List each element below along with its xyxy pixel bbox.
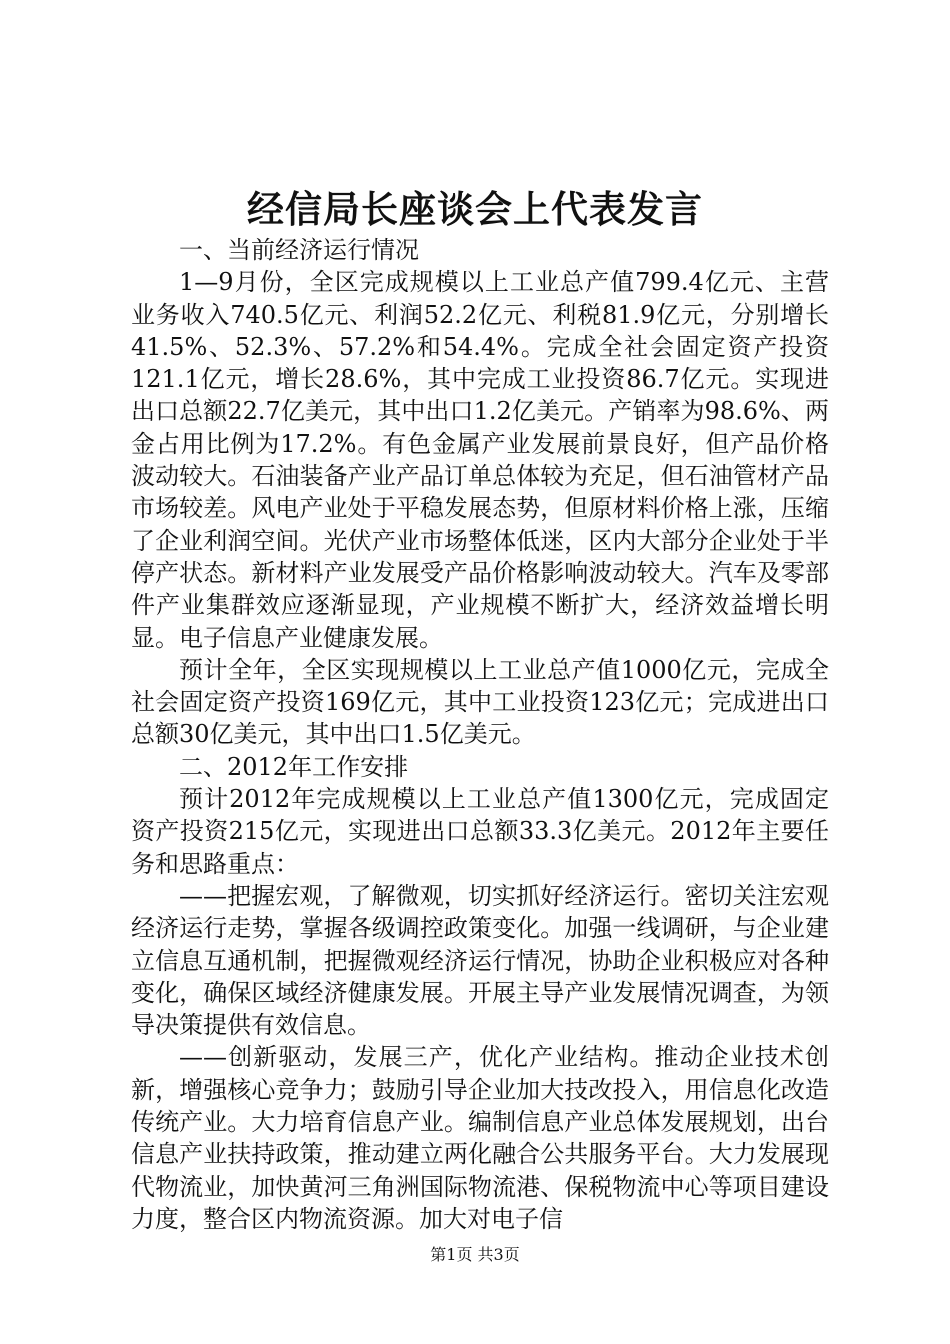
paragraph-economic-status: 1—9月份，全区完成规模以上工业总产值799.4亿元、主营业务收入740.5亿元、利润52.2亿元、利税81.9亿元，分别增长41.5%、52.3%、57.2%和54.4%。完成全社会固定资产投资121.1亿元，增长28.6%，其中完成工业投资86.7亿元。实现进出口总额22.7亿美元，其中出口1.2亿美元。产销率为98.6%、两金占用比例为17.2%。有色金属产业发展前景良好，但产品价格波动较大。石油装备产业产品订单总体较为充足，但石油管材产品市场较差。风电产业处于平稳发展态势，但原材料价格上涨，压缩了企业利润空间。光伏产业市场整体低迷，区内大部分企业处于半停产状态。新材料产业发展受产品价格影响波动较大。汽车及零部件产业集群效应逐渐显现，产业规模不断扩大，经济效益增长明显。电子信息产业健康发展。 [131,268,829,652]
section-heading-1: 一、当前经济运行情况 [179,236,419,264]
section-heading-2: 二、2012年工作安排 [179,752,409,781]
paragraph-innovation: ——创新驱动，发展三产，优化产业结构。推动企业技术创新，增强核心竞争力；鼓励引导企业加大技改投入，用信息化改造传统产业。大力培育信息产业。编制信息产业总体发展规划，出台信息产业扶持政策，推动建立两化融合公共服务平台。大力发展现代物流业，加快黄河三角洲国际物流港、保税物流中心等项目建设力度，整合区内物流资源。加大对电子信 [131,1043,829,1233]
document-body [131,234,829,1235]
paragraph-annual-forecast: 预计全年，全区实现规模以上工业总产值1000亿元，完成全社会固定资产投资169亿元，其中工业投资123亿元；完成进出口总额30亿美元，其中出口1.5亿美元。 [131,655,829,749]
paragraph-macro-micro: ——把握宏观，了解微观，切实抓好经济运行。密切关注宏观经济运行走势，掌握各级调控政策变化。加强一线调研，与企业建立信息互通机制，把握微观经济运行情况，协助企业积极应对各种变化，确保区域经济健康发展。开展主导产业发展情况调查，为领导决策提供有效信息。 [131,881,829,1040]
document-title: 经信局长座谈会上代表发言 [247,187,703,231]
page-footer: 第1页 共3页 [430,1245,520,1264]
paragraph-2012-targets: 预计2012年完成规模以上工业总产值1300亿元，完成固定资产投资215亿元，实现进出口总额33.3亿美元。2012年主要任务和思路重点： [131,785,829,878]
